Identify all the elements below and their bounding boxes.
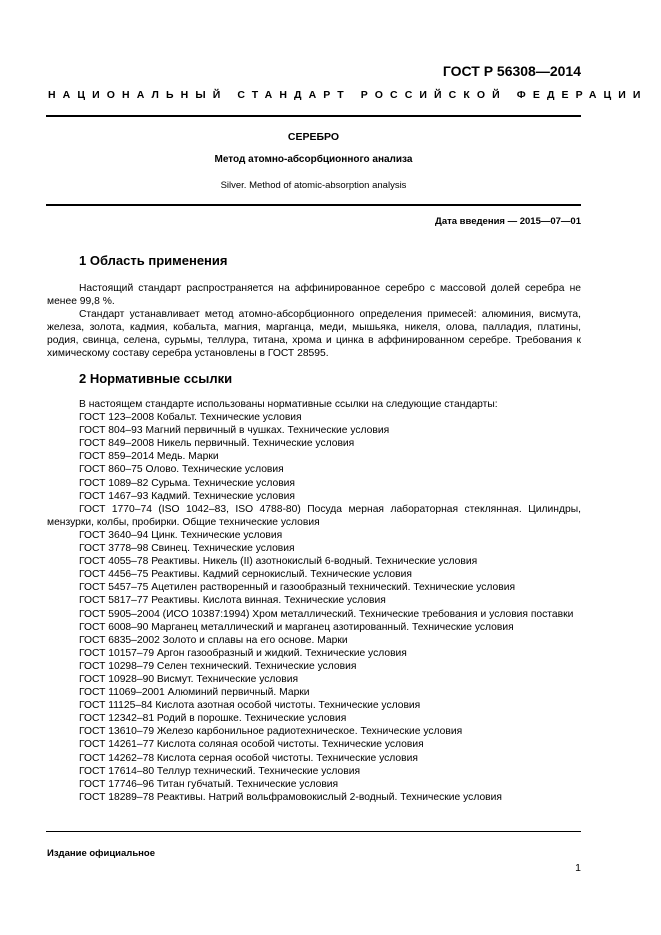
footer-divider: [46, 831, 581, 832]
reference-item: ГОСТ 17746–96 Титан губчатый. Технические условия: [79, 778, 339, 790]
reference-item: ГОСТ 18289–78 Реактивы. Натрий вольфрамовокислый 2-водный. Технические условия: [79, 791, 502, 803]
reference-item: ГОСТ 10157–79 Аргон газообразный и жидкий. Технические условия: [79, 647, 407, 659]
normative-references-list: [47, 398, 581, 804]
reference-item: ГОСТ 859–2014 Медь. Марки: [79, 451, 219, 463]
section-2-heading: 2 Нормативные ссылки: [79, 371, 233, 386]
document-subtitle: Метод атомно-абсорбционного анализа: [214, 154, 413, 165]
reference-item: ГОСТ 10928–90 Висмут. Технические условия: [79, 673, 299, 685]
paragraph: Настоящий стандарт распространяется на аффинированное серебро с массовой долей серебра не менее 99,8 %.: [47, 283, 581, 307]
reference-item: ГОСТ 4456–75 Реактивы. Кадмий сернокислый. Технические условия: [79, 569, 412, 581]
national-standard-banner: НАЦИОНАЛЬНЫЙ СТАНДАРТ РОССИЙСКОЙ ФЕДЕРАЦИИ: [48, 89, 648, 101]
section-1-body: [47, 282, 581, 360]
english-title: Silver. Method of atomic-absorption analysis: [220, 180, 407, 191]
reference-item: ГОСТ 13610–79 Железо карбонильное радиотехническое. Технические условия: [79, 726, 463, 738]
page-number: 1: [575, 862, 581, 874]
reference-item: ГОСТ 11069–2001 Алюминий первичный. Марки: [79, 687, 310, 699]
section-1-heading: 1 Область применения: [79, 253, 228, 268]
document-title: СЕРЕБРО: [287, 131, 340, 143]
reference-item: ГОСТ 5457–75 Ацетилен растворенный и газообразный технический. Технические условия: [79, 582, 516, 594]
reference-item: ГОСТ 12342–81 Родий в порошке. Технические условия: [79, 713, 347, 725]
reference-item: ГОСТ 804–93 Магний первичный в чушках. Технические условия: [79, 425, 390, 437]
introduction-date: Дата введения — 2015—07—01: [435, 216, 581, 227]
reference-item: ГОСТ 860–75 Олово. Технические условия: [79, 464, 284, 476]
references-intro: В настоящем стандарте использованы нормативные ссылки на следующие стандарты:: [79, 399, 498, 410]
reference-item: ГОСТ 849–2008 Никель первичный. Технические условия: [79, 438, 355, 450]
paragraph: Стандарт устанавливает метод атомно-абсорбционного определения примесей: алюминия, висмута, железа, золота, кадмия, кобальта, магния, марганца, меди, мышьяка, никеля, олова, палладия, платины, родия, свинца, селена, сурьмы, теллура, титана, хрома и цинка в аффинированном серебре. Требования к химическому составу серебра установлены в ГОСТ 28595.: [47, 309, 581, 359]
official-edition-label: Издание официальное: [47, 848, 155, 859]
gost-number: ГОСТ Р 56308—2014: [442, 63, 581, 79]
reference-item: ГОСТ 14262–78 Кислота серная особой чистоты. Технические условия: [79, 752, 418, 764]
reference-item: ГОСТ 1467–93 Кадмий. Технические условия: [79, 490, 295, 502]
reference-item: ГОСТ 10298–79 Селен технический. Технические условия: [79, 660, 357, 672]
reference-item: ГОСТ 4055–78 Реактивы. Никель (II) азотнокислый 6-водный. Технические условия: [79, 556, 478, 568]
reference-item: ГОСТ 3778–98 Свинец. Технические условия: [79, 543, 295, 555]
reference-item: ГОСТ 1089–82 Сурьма. Технические условия: [79, 477, 295, 489]
header-divider: [46, 115, 581, 117]
reference-item: ГОСТ 17614–80 Теллур технический. Технические условия: [79, 765, 361, 777]
reference-item: ГОСТ 5817–77 Реактивы. Кислота винная. Технические условия: [79, 595, 386, 607]
reference-item: ГОСТ 14261–77 Кислота соляная особой чистоты. Технические условия: [79, 739, 424, 751]
reference-item: ГОСТ 5905–2004 (ИСО 10387:1994) Хром металлический. Технические требования и условия поставки: [79, 608, 574, 620]
reference-item: ГОСТ 6835–2002 Золото и сплавы на его основе. Марки: [79, 634, 348, 646]
reference-item: ГОСТ 3640–94 Цинк. Технические условия: [79, 529, 283, 541]
reference-item: ГОСТ 1770–74 (ISO 1042–83, ISO 4788-80) Посуда мерная лабораторная стеклянная. Цилиндры, мензурки, колбы, пробирки. Общие технические условия: [47, 503, 581, 528]
title-divider: [46, 204, 581, 206]
reference-item: ГОСТ 123–2008 Кобальт. Технические условия: [79, 412, 302, 424]
reference-item: ГОСТ 11125–84 Кислота азотная особой чистоты. Технические условия: [79, 700, 421, 712]
reference-item: ГОСТ 6008–90 Марганец металлический и марганец азотированный. Технические условия: [79, 621, 514, 633]
